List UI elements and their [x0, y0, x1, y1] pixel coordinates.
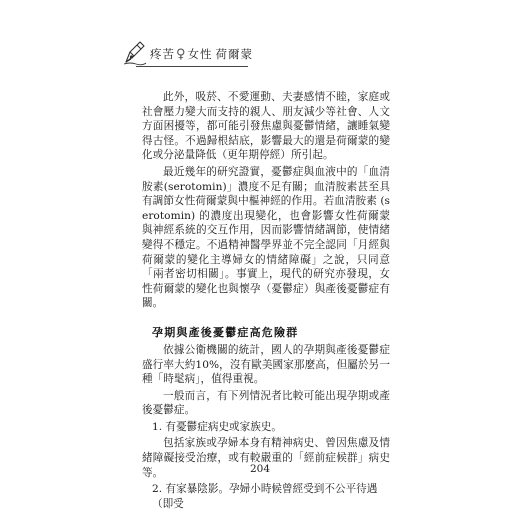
section-paragraph-2: 一般而言，有下列情況者比較可能出現孕期或產後憂鬱症。	[142, 389, 390, 417]
header-title-part3: 荷爾蒙	[215, 47, 254, 61]
section-heading: 孕期與產後憂鬱症高危險群	[152, 325, 299, 339]
page-body	[142, 90, 390, 513]
header-title-part2: 女性	[187, 47, 213, 61]
header-title-part1: 疼苦	[150, 47, 175, 61]
female-symbol-icon: ♀	[176, 47, 187, 62]
header-title	[150, 46, 253, 62]
running-header	[122, 38, 253, 66]
body-paragraph-2: 最近幾年的研究證實，憂鬱症與血液中的「血清胺素(serotomin)」濃度不足有關；血清胺素甚至具有調節女性荷爾蒙與中樞神經的作用。若血清胺素 (serotomin) 的濃度出現變化，也會影響女性荷爾蒙與神經系統的交互作用，因而影響情緒調節，使情緒變得不穩定。不過精神醫學界並不完全認同「月經與荷爾蒙的變化主導婦女的情緒障礙」之說，只同意「兩者密切相關」。事實上，現代的研究亦發現，女性荷爾蒙的變化也與懷孕（憂鬱症）與產後憂鬱症有關。	[142, 165, 390, 310]
list-item-1-detail: 包括家族或孕婦本身有精神病史、曾因焦慮及情緒障礙接受治療，或有較嚴重的「經前症候群」病史等。	[142, 437, 390, 479]
section-paragraph-1: 依據公衛機關的統計，國人的孕期與產後憂鬱症盛行率大約10%，沒有歐美國家那麼高，但屬於另一種「時髦病」，值得重視。	[142, 343, 390, 386]
list-item-2: 2. 有家暴陰影。孕婦小時候曾經受到不公平待遇（即受	[152, 483, 378, 510]
list-item-1: 1. 有憂鬱症病史或家族史。	[152, 420, 283, 433]
header-divider	[136, 66, 248, 67]
fountain-pen-icon	[122, 38, 148, 66]
body-paragraph-1: 此外，吸菸、不愛運動、夫妻感情不睦，家庭或社會壓力變大而支持的親人、朋友減少等社會、人文方面困擾等，都可能引發焦慮與憂鬱情緒，讓睡氣變得古怪。不過歸根結底，影響最大的還是荷爾蒙的變化或分泌量降低（更年期停經）所引起。	[142, 91, 390, 162]
page-number: 204	[249, 463, 271, 475]
